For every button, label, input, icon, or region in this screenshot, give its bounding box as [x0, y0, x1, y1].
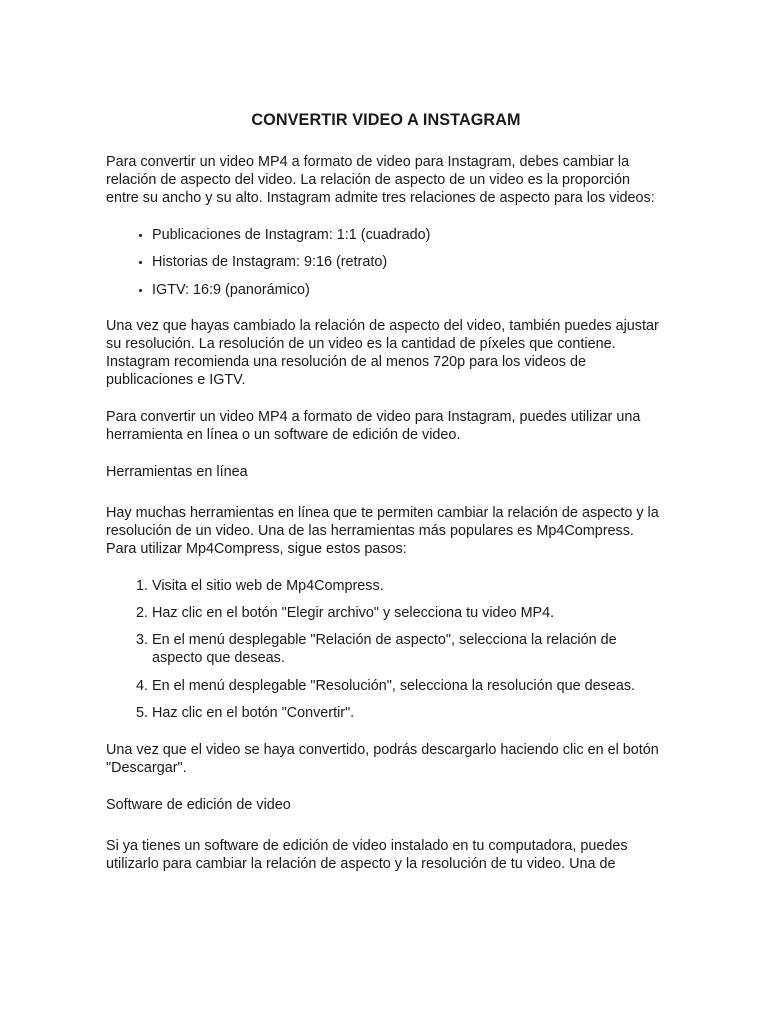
list-item: • Publicaciones de Instagram: 1:1 (cuadrado): [152, 227, 666, 245]
resolution-paragraph: Una vez que hayas cambiado la relación de aspecto del video, también puedes ajustar su resolución. La resolución de un video es la cantidad de píxeles que contiene. Instagram recomienda una resolución de al menos 720p para los videos de publicaciones e IGTV.: [106, 318, 659, 389]
aspect-ratio-list: [106, 227, 666, 300]
list-item: 1. Visita el sitio web de Mp4Compress.: [152, 578, 666, 596]
list-item: 4. En el menú desplegable "Resolución", selecciona la resolución que deseas.: [152, 678, 666, 696]
intro-paragraph: Para convertir un video MP4 a formato de video para Instagram, debes cambiar la relación de aspecto del video. La relación de aspecto de un video es la proporción entre su ancho y su alto. Instagram admite tres relaciones de aspecto para los videos:: [106, 154, 655, 206]
online-tools-paragraph: Hay muchas herramientas en línea que te permiten cambiar la relación de aspecto y la resolución de un video. Una de las herramientas más populares es Mp4Compress. Para utilizar Mp4Compress, sigue estos pasos:: [106, 504, 659, 557]
list-item: • Historias de Instagram: 9:16 (retrato): [152, 254, 666, 272]
options-paragraph: Para convertir un video MP4 a formato de video para Instagram, puedes utilizar una herramienta en línea o un software de edición de video.: [106, 409, 641, 443]
download-paragraph: Una vez que el video se haya convertido, podrás descargarlo haciendo clic en el botón "Descargar".: [106, 741, 659, 776]
steps-list: [106, 578, 666, 723]
list-item: 2. Haz clic en el botón "Elegir archivo" y selecciona tu video MP4.: [152, 605, 666, 623]
list-item: 5. Haz clic en el botón "Convertir".: [152, 705, 666, 723]
document-page: [106, 110, 666, 892]
software-heading: Software de edición de video: [106, 796, 291, 813]
list-item: • IGTV: 16:9 (panorámico): [152, 282, 666, 300]
online-tools-heading: Herramientas en línea: [106, 463, 248, 480]
software-paragraph: Si ya tienes un software de edición de video instalado en tu computadora, puedes utilizarlo para cambiar la relación de aspecto y la resolución de tu video. Una de: [106, 837, 628, 872]
document-title: CONVERTIR VIDEO A INSTAGRAM: [251, 111, 521, 129]
list-item: 3. En el menú desplegable "Relación de aspecto", selecciona la relación de aspecto que deseas.: [152, 632, 666, 668]
